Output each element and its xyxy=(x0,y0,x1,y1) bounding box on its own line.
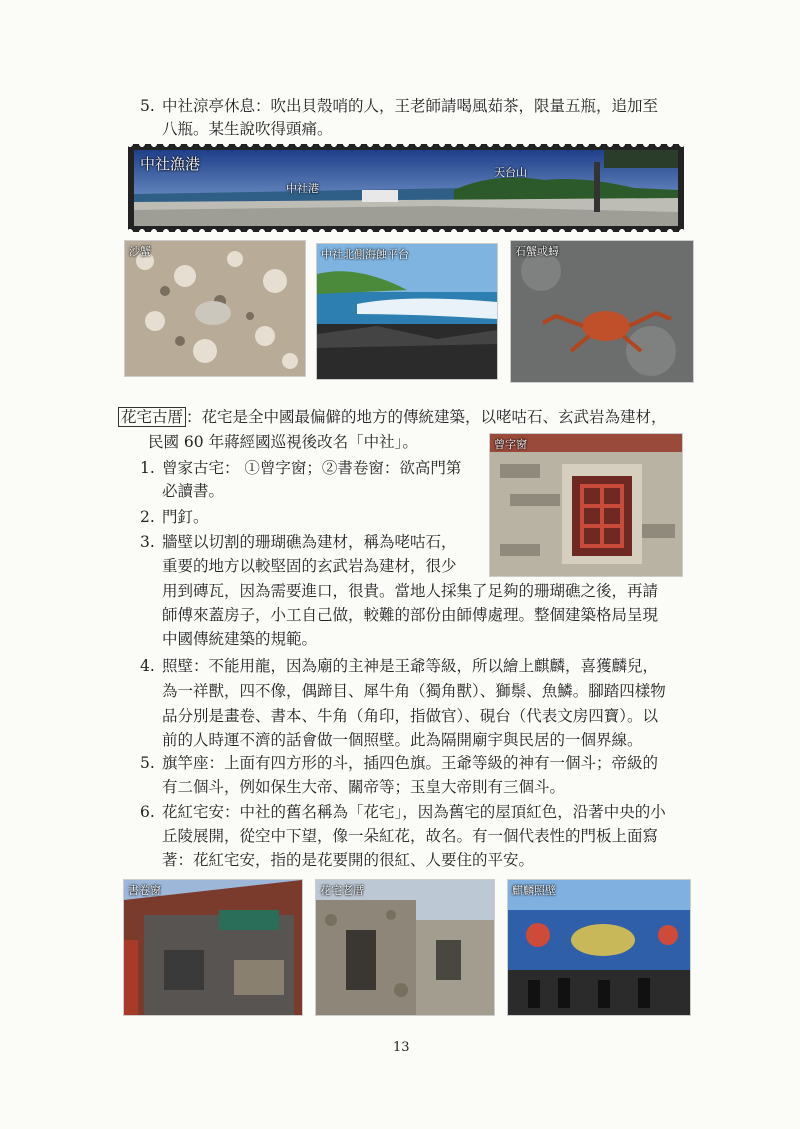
list-item-6-line-1: 6. 花紅宅安：中社的舊名稱為「花宅」，因為舊宅的屋頂紅色，沿著中央的小 xyxy=(140,803,666,821)
list-item-3-line-2: 重要的地方以較堅固的玄武岩為建材，很少 xyxy=(162,557,457,575)
page-number: 13 xyxy=(393,1040,410,1055)
list-item-2-line-1: 2. 門釘。 xyxy=(140,508,209,526)
item-5-line-1: 5. 中社涼亭休息：吹出貝殼哨的人，王老師請喝風茹茶，限量五瓶，追加至 xyxy=(140,97,659,115)
item-5-line-2: 八瓶。某生說吹得頭痛。 xyxy=(162,120,333,138)
list-item-1-line-2: 必讀書。 xyxy=(162,482,225,500)
stone-crab-photo xyxy=(510,240,694,383)
photo-caption: 書卷窗 xyxy=(128,884,161,897)
list-item-4-line-3: 品分別是畫卷、書本、牛角（角印，指做官）、硯台（代表文房四寶）。以 xyxy=(162,707,659,725)
photo-caption: 花宅老厝 xyxy=(320,884,364,897)
photo-caption: 麒麟照壁 xyxy=(512,884,556,897)
list-item-5-line-1: 5. 旗竿座：上面有四方形的斗，插四色旗。王爺等級的神有一個斗；帝級的 xyxy=(140,754,659,772)
photo-caption: 石蟹或蟳 xyxy=(515,245,559,258)
section-title: 花宅古厝 xyxy=(118,407,186,427)
photo-caption: 曾字窗 xyxy=(494,438,527,451)
photo-caption: 沙蟹 xyxy=(129,245,151,258)
list-item-3-line-1: 3. 牆壁以切割的珊瑚礁為建材，稱為咾咕石， xyxy=(140,533,457,551)
zeng-window-photo xyxy=(489,433,683,577)
list-item-3-line-3: 用到磚瓦，因為需要進口，很貴。當地人採集了足夠的珊瑚礁之後，再請 xyxy=(162,582,659,600)
sand-crab-photo xyxy=(124,240,306,377)
banner-title: 中社漁港 xyxy=(140,155,201,173)
list-item-5-line-2: 有二個斗，例如保生大帝、關帝等；玉皇大帝則有三個斗。 xyxy=(162,778,566,796)
section-intro-line-1: 花宅古厝 ：花宅是全中國最偏僻的地方的傳統建築，以咾咕石、玄武岩為建材， xyxy=(118,406,667,429)
banner-label-port: 中社港 xyxy=(286,182,319,195)
list-item-3-line-4: 師傅來蓋房子，小工自己做，較難的部份由師傅處理。整個建築格局呈現 xyxy=(162,606,659,624)
scroll-window-photo xyxy=(123,879,303,1016)
wave-platform-photo xyxy=(316,243,498,380)
banner-label-mountain: 天台山 xyxy=(494,166,527,179)
harbor-panorama-photo xyxy=(134,150,678,226)
qilin-screen-wall-photo xyxy=(507,879,691,1016)
list-item-6-line-2: 丘陵展開，從空中下望，像一朵紅花，故名。有一個代表性的門板上面寫 xyxy=(162,827,659,845)
photo-caption: 中社北側海蝕平台 xyxy=(321,248,409,261)
list-item-6-line-3: 著：花紅宅安，指的是花要開的很紅、人要住的平安。 xyxy=(162,851,535,869)
list-item-4-line-4: 前的人時運不濟的話會做一個照壁。此為隔開廟宇與民居的一個界線。 xyxy=(162,731,643,749)
old-house-photo xyxy=(315,879,495,1016)
list-item-4-line-2: 為一祥獸，四不像，偶蹄目、犀牛角（獨角獸）、獅鬃、魚鱗。腳踏四樣物 xyxy=(162,682,666,700)
list-item-4-line-1: 4. 照壁：不能用龍，因為廟的主神是王爺等級，所以繪上麒麟，喜獲麟兒， xyxy=(140,657,659,675)
list-item-3-line-5: 中國傳統建築的規範。 xyxy=(162,630,318,648)
list-item-1-line-1: 1. 曾家古宅： ①曾字窗；②書卷窗：欲高門第 xyxy=(140,459,462,477)
section-intro-line-2: 民國 60 年蔣經國巡視後改名「中社」。 xyxy=(148,433,418,451)
